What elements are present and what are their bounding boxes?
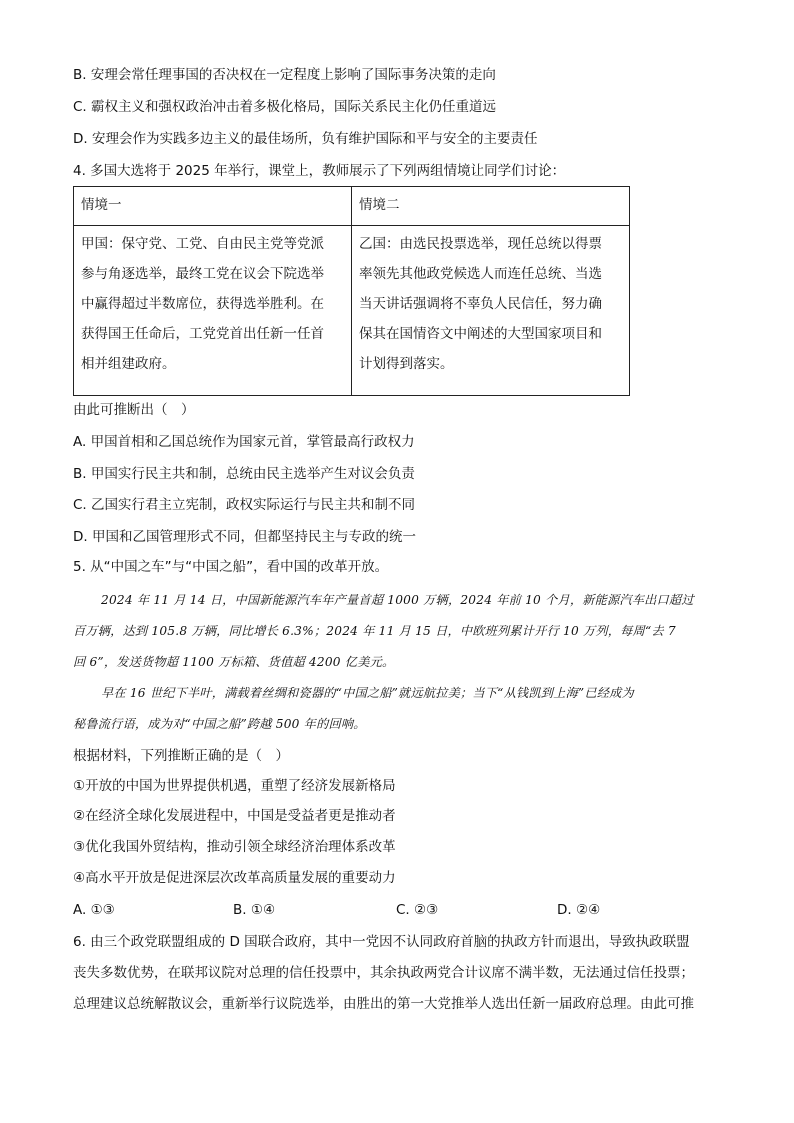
q5-option-c: C. ②③ [396, 902, 439, 918]
q5-statement-2: ②在经济全球化发展进程中，中国是受益者更是推动者 [73, 808, 396, 824]
table-cell-situation-1 [74, 226, 352, 396]
q5-option-a: A. ①③ [73, 902, 115, 918]
q5-option-d: D. ②④ [557, 902, 601, 918]
q4-option-b: B. 甲国实行民主共和制，总统由民主选举产生对议会负责 [73, 466, 415, 482]
q5-option-b: B. ①④ [233, 902, 276, 918]
table-cell-situation-2 [352, 226, 630, 396]
q5-stem: 5. 从“中国之车”与“中国之船”，看中国的改革开放。 [73, 559, 389, 575]
q4-stem: 4. 多国大选将于 2025 年举行，课堂上，教师展示了下列两组情境让同学们讨论： [73, 163, 566, 179]
q3-option-b: B. 安理会常任理事国的否决权在一定程度上影响了国际事务决策的走向 [73, 67, 496, 83]
table-header-situation-2: 情境二 [352, 187, 630, 226]
q5-passage-1-line: 回 6”，发送货物超 1100 万标箱、货值超 4200 亿美元。 [73, 655, 395, 669]
q5-passage-1-line: 2024 年 11 月 14 日，中国新能源汽车年产量首超 1000 万辆，2024 年前 10 个月，新能源汽车出口超过 [101, 593, 694, 607]
q4-option-c: C. 乙国实行君主立宪制，政权实际运行与民主共和制不同 [73, 497, 416, 513]
q5-statement-4: ④高水平开放是促进深层次改革高质量发展的重要动力 [73, 870, 396, 886]
q4-option-d: D. 甲国和乙国管理形式不同，但都坚持民主与专政的统一 [73, 529, 416, 545]
q3-option-c: C. 霸权主义和强权政治冲击着多极化格局，国际关系民主化仍任重道远 [73, 99, 497, 115]
situation-2-text: 乙国：由选民投票选举，现任总统以得票 率领先其他政党候选人而连任总统、当选 当天讲话强调将不辜负人民信任，努力确 保其在国情咨文中阐述的大型国家项目和 计划得到落实。 [359, 236, 602, 372]
q5-passage-1-line: 百万辆，达到 105.8 万辆，同比增长 6.3%；2024 年 11 月 15 日，中欧班列累计开行 10 万列，每周“去 7 [73, 624, 676, 638]
q5-statement-3: ③优化我国外贸结构，推动引领全球经济治理体系改革 [73, 839, 396, 855]
q4-prompt: 由此可推断出（ ） [73, 402, 195, 418]
q6-line: 6. 由三个政党联盟组成的 D 国联合政府，其中一党因不认同政府首脑的执政方针而退出，导致执政联盟 [73, 934, 690, 950]
q6-line: 总理建议总统解散议会，重新举行议院选举，由胜出的第一大党推举人选出任新一届政府总理。由此可推 [73, 996, 694, 1012]
situations-table [73, 186, 630, 396]
q5-prompt: 根据材料，下列推断正确的是（ ） [73, 748, 289, 764]
situation-1-text: 甲国：保守党、工党、自由民主党等党派 参与角逐选举，最终工党在议会下院选举 中赢得超过半数席位，获得选举胜利。在 获得国王任命后，工党党首出任新一任首 相并组建政府。 [81, 236, 324, 372]
q4-option-a: A. 甲国首相和乙国总统作为国家元首，掌管最高行政权力 [73, 434, 415, 450]
q3-option-d: D. 安理会作为实践多边主义的最佳场所，负有维护国际和平与安全的主要责任 [73, 131, 538, 147]
q5-passage-2-line: 秘鲁流行语，成为对“中国之船”跨越 500 年的回响。 [73, 717, 366, 731]
q5-passage-2-line: 早在 16 世纪下半叶，满载着丝绸和瓷器的“中国之船”就远航拉美；当下“从钱凯到上海”已经成为 [101, 686, 634, 700]
q5-statement-1: ①开放的中国为世界提供机遇，重塑了经济发展新格局 [73, 778, 396, 794]
table-header-situation-1: 情境一 [74, 187, 352, 226]
q6-line: 丧失多数优势，在联邦议院对总理的信任投票中，其余执政两党合计议席不满半数，无法通过信任投票； [73, 965, 694, 981]
